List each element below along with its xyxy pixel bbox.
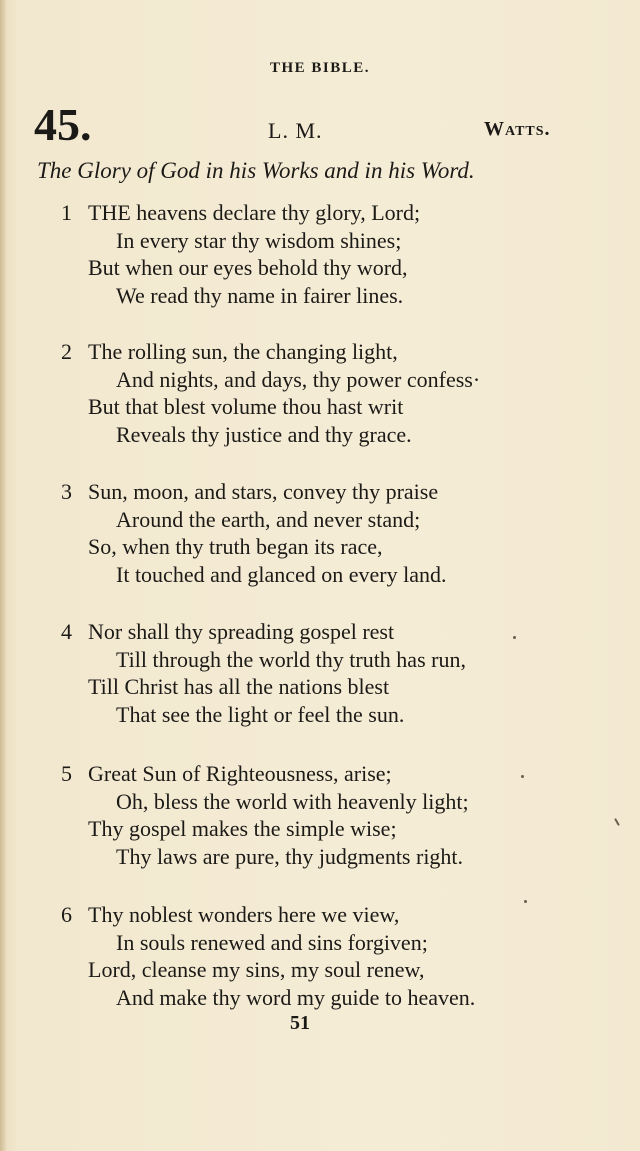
stanza-number: 5 <box>61 761 72 786</box>
verse-line: Around the earth, and never stand; <box>116 506 421 532</box>
verse-line: Thy laws are pure, thy judgments right. <box>116 844 464 870</box>
running-head: THE BIBLE. <box>269 60 371 76</box>
page-number: 51 <box>290 1012 310 1034</box>
verse-line: Till through the world thy truth has run, <box>116 646 466 672</box>
verse-line: The rolling sun, the changing light, <box>88 339 398 364</box>
stanza-number: 2 <box>61 339 72 364</box>
verse-line: It touched and glanced on every land. <box>116 562 447 588</box>
stanza-number: 3 <box>61 479 72 504</box>
verse-line: Till Christ has all the nations blest <box>88 674 390 700</box>
verse-line: So, when thy truth began its race, <box>88 534 383 560</box>
hymn-number: 45. <box>34 99 92 150</box>
page-gutter <box>0 0 6 1151</box>
hymn-title: The Glory of God in his Works and in his Word. <box>37 158 475 183</box>
verse-line: Oh, bless the world with heavenly light; <box>116 788 469 814</box>
hymn-meter: L. M. <box>268 118 323 143</box>
verse-line: But that blest volume thou hast writ <box>88 394 404 420</box>
verse-line: We read thy name in fairer lines. <box>116 283 404 309</box>
verse-line: But when our eyes behold thy word, <box>88 255 408 281</box>
ink-speck <box>513 636 516 639</box>
verse-line: And make thy word my guide to heaven. <box>116 985 476 1011</box>
ink-speck <box>614 818 620 826</box>
verse-line: And nights, and days, thy power confess· <box>116 366 481 392</box>
verse-line: Nor shall thy spreading gospel rest <box>88 619 395 644</box>
stanza-number: 4 <box>61 619 72 644</box>
stanza-number: 6 <box>61 902 72 927</box>
verse-line: Great Sun of Righteousness, arise; <box>88 761 392 786</box>
verse-line: Thy gospel makes the simple wise; <box>88 816 397 842</box>
verse-line: In souls renewed and sins forgiven; <box>116 929 428 955</box>
hymn-author: Watts. <box>484 118 551 140</box>
ink-speck <box>524 900 527 903</box>
verse-line: In every star thy wisdom shines; <box>116 227 402 253</box>
verse-line: Thy noblest wonders here we view, <box>88 902 400 927</box>
ink-speck <box>521 775 524 778</box>
verse-line: Reveals thy justice and thy grace. <box>116 422 412 448</box>
verse-line: THE heavens declare thy glory, Lord; <box>88 200 421 225</box>
verse-line: Lord, cleanse my sins, my soul renew, <box>88 957 425 983</box>
verse-line: That see the light or feel the sun. <box>116 702 405 728</box>
stanza-number: 1 <box>61 200 72 225</box>
verse-line: Sun, moon, and stars, convey thy praise <box>88 479 439 504</box>
